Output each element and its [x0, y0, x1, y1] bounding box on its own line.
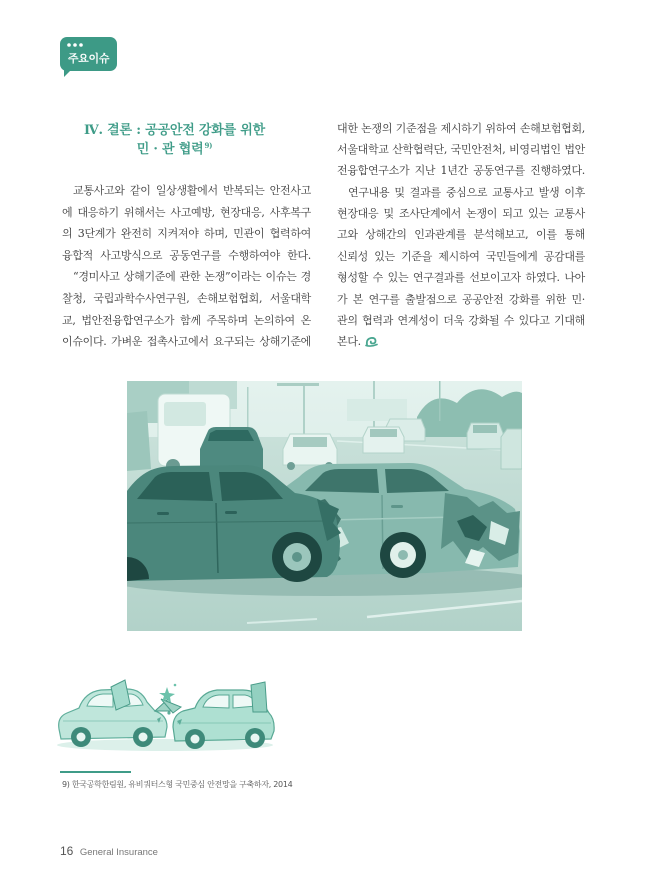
text-line — [337, 331, 585, 352]
heading-line-2-text: 민 · 관 협력 — [136, 142, 204, 157]
heading-line-1: Ⅳ. 결론 : 공공안전 강화를 위한 — [83, 123, 266, 138]
section-heading — [62, 121, 311, 159]
text-line: 고와 상해간의 인과관계를 분석해보고, 이를 통해 — [337, 228, 585, 242]
text-line: “경미사고 상해기준에 관한 논쟁”이라는 이슈는 경 — [73, 270, 311, 284]
cartoon-car-right — [161, 682, 274, 749]
text-line: 교통사고와 같이 일상생활에서 반복되는 안전사고 — [73, 184, 311, 197]
car-crash-photo — [127, 381, 522, 631]
section-badge — [60, 37, 117, 71]
page-number: 16 — [60, 844, 74, 858]
text-line: 교, 법안전융합연구소가 함께 주목하며 논의하여 온 — [62, 313, 311, 327]
publication-name: General Insurance — [79, 847, 158, 858]
text-line: 융합적 사고방식으로 공동연구를 수행하여야 한다. — [62, 248, 311, 262]
text-line: 신뢰성 있는 기준을 제시하여 국민들에게 공감대를 — [337, 249, 585, 263]
footnote-text: 9) 한국공학한림원, 유비쿼터스형 국민중심 안전망을 구축하자, 2014 — [62, 780, 293, 789]
text-line: 가 본 연구를 출발점으로 공공안전 강화를 위한 민· — [337, 292, 585, 306]
text-line: 에 대응하기 위해서는 사고예방, 현장대응, 사후복구 — [62, 205, 311, 219]
paragraph-continued — [337, 118, 585, 182]
text-line-end: 본다. — [337, 335, 361, 349]
end-mark-icon — [365, 336, 378, 347]
heading-line-2 — [62, 140, 287, 159]
text-line: 연구내용 및 결과를 중심으로 교통사고 발생 이후 — [348, 185, 585, 199]
text-line: 대한 논쟁의 기준점을 제시하기 위하여 손해보험협회, — [337, 121, 585, 135]
text-line: 이슈이다. 가벼운 접촉사고에서 요구되는 상해기준에 — [62, 335, 311, 349]
right-column — [337, 118, 585, 353]
text-line: 전융합연구소가 지난 1년간 공동연구를 진행하였다. — [337, 164, 585, 178]
car-crash-illustration — [55, 677, 277, 753]
left-column — [62, 180, 311, 353]
text-line: 관의 협력과 연계성이 더욱 강화될 수 있다고 기대해 — [337, 314, 585, 328]
text-line: 현장대응 및 조사단계에서 논쟁이 되고 있는 교통사 — [337, 207, 585, 221]
page-footer — [60, 844, 158, 860]
paragraph — [337, 182, 585, 353]
paragraph — [62, 180, 311, 266]
text-line: 찰청, 국립과학수사연구원, 손해보험협회, 서울대학 — [62, 291, 311, 305]
badge-label: 주요이슈 — [67, 52, 110, 65]
cartoon-car-left — [59, 680, 173, 747]
dots-icon — [66, 42, 86, 48]
text-line: 형성할 수 있는 연구결과를 선보이고자 하였다. 나아 — [337, 271, 585, 285]
footnote-ref: 9) — [204, 141, 213, 150]
footnote-divider — [60, 771, 131, 773]
paragraph — [62, 266, 311, 352]
text-line: 의 3단계가 완전히 지켜져야 하며, 민관이 협력하여 — [62, 227, 311, 241]
text-line: 서울대학교 산학협력단, 국민안전처, 비영리법인 법안 — [337, 142, 585, 156]
